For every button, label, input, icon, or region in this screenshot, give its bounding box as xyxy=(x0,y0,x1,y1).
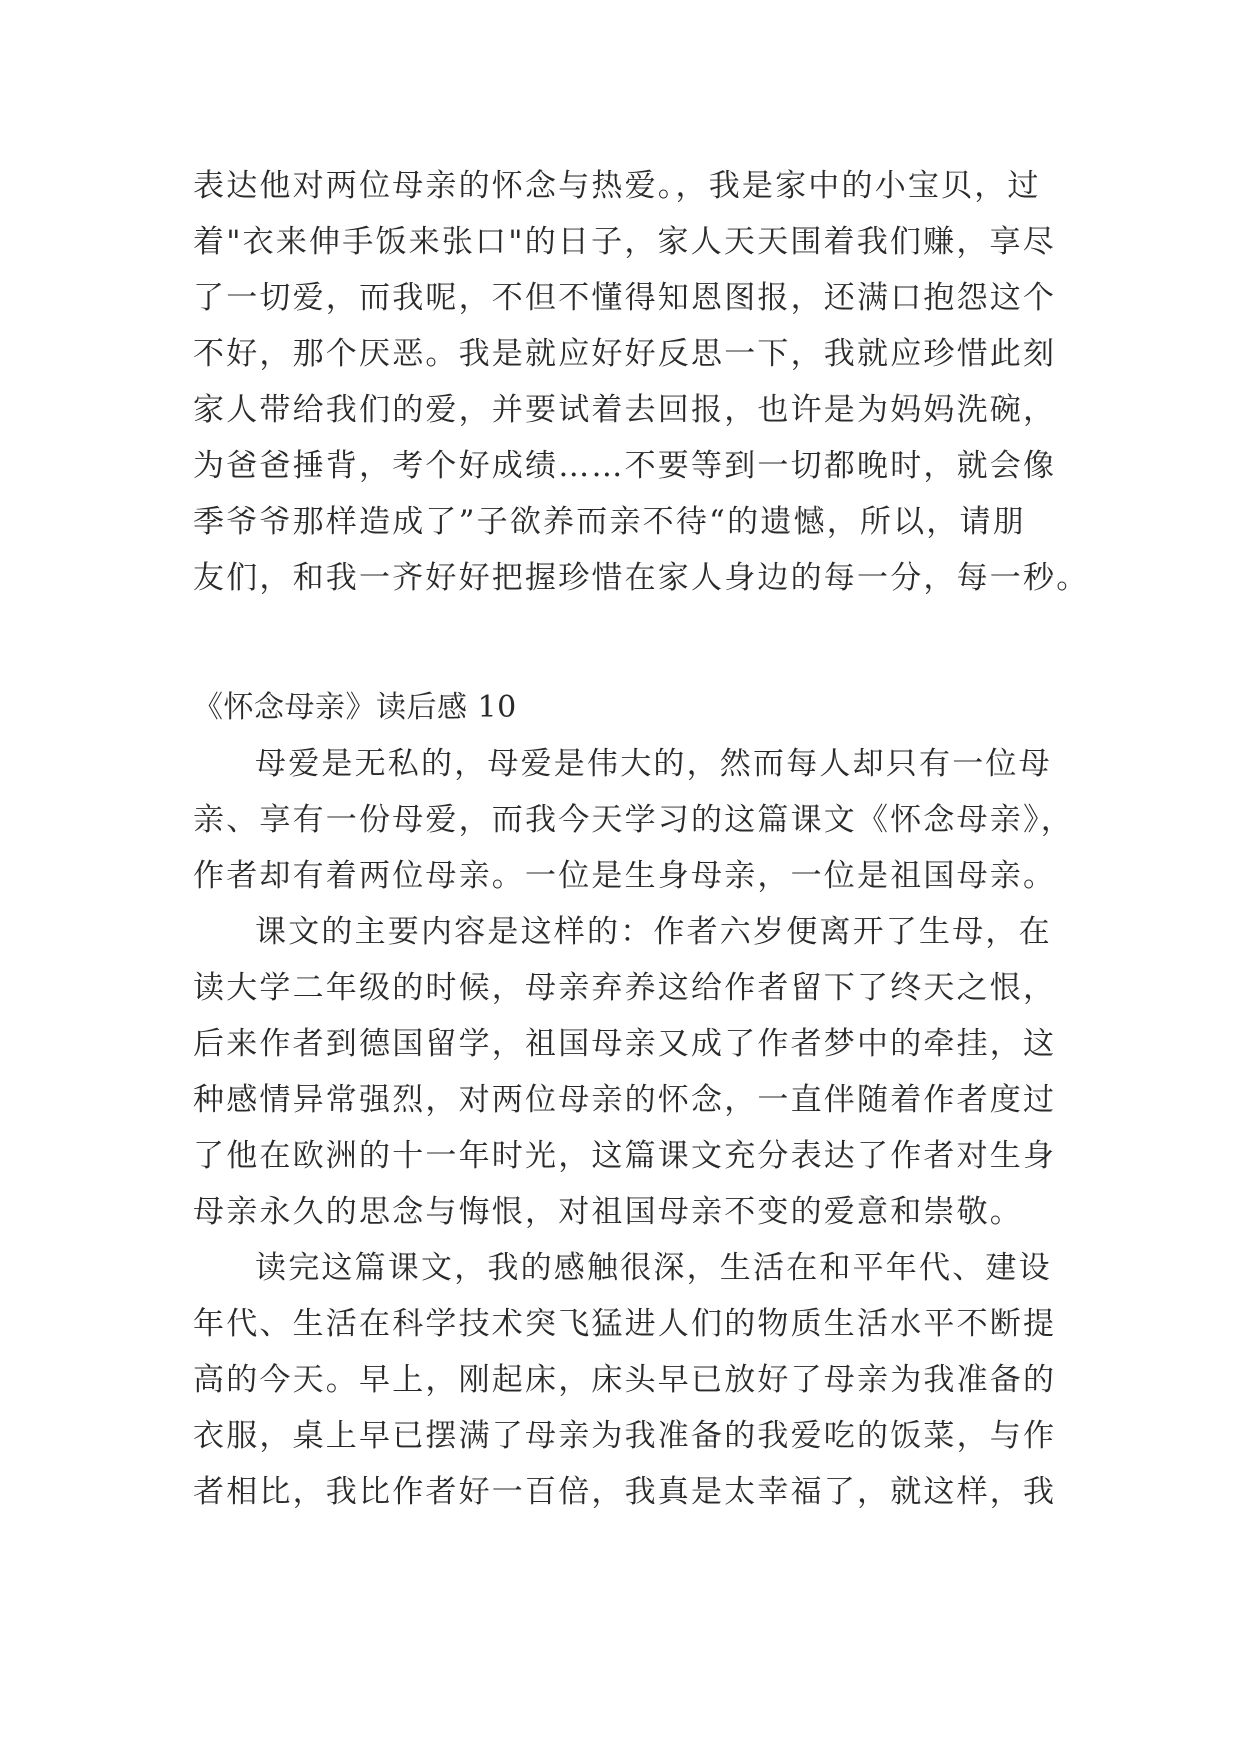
paragraph-line: 了一切爱，而我呢，不但不懂得知恩图报，还满口抱怨这个 xyxy=(193,280,1057,316)
paragraph-line: 季爷爷那样造成了”子欲养而亲不待“的遗憾，所以，请朋 xyxy=(193,504,1026,540)
paragraph-line: 读大学二年级的时候，母亲弃养这给作者留下了终天之恨， xyxy=(193,970,1057,1006)
section-heading: 《怀念母亲》读后感 10 xyxy=(193,690,517,725)
paragraph-line: 了他在欧洲的十一年时光，这篇课文充分表达了作者对生身 xyxy=(193,1138,1057,1174)
paragraph-line: 表达他对两位母亲的怀念与热爱。，我是家中的小宝贝，过 xyxy=(193,168,1041,204)
paragraph-line: 高的今天。早上，刚起床，床头早已放好了母亲为我准备的 xyxy=(193,1362,1057,1398)
paragraph-line: 作者却有着两位母亲。一位是生身母亲，一位是祖国母亲。 xyxy=(193,858,1057,894)
paragraph-line: 母亲永久的思念与悔恨，对祖国母亲不变的爱意和崇敬。 xyxy=(193,1194,1023,1230)
paragraph-line: 母爱是无私的，母爱是伟大的，然而每人却只有一位母 xyxy=(255,746,1052,782)
paragraph-line: 友们，和我一齐好好把握珍惜在家人身边的每一分，每一秒。 xyxy=(193,560,1090,596)
paragraph-line: 着"衣来伸手饭来张口"的日子，家人天天围着我们赚，享尽 xyxy=(193,224,1056,260)
paragraph-line: 读完这篇课文，我的感触很深，生活在和平年代、建设 xyxy=(255,1250,1052,1286)
paragraph-line: 者相比，我比作者好一百倍，我真是太幸福了，就这样，我 xyxy=(193,1474,1057,1510)
paragraph-line: 后来作者到德国留学，祖国母亲又成了作者梦中的牵挂，这 xyxy=(193,1026,1057,1062)
paragraph-line: 为爸爸捶背，考个好成绩……不要等到一切都晚时，就会像 xyxy=(193,448,1057,484)
paragraph-line: 亲、享有一份母爱，而我今天学习的这篇课文《怀念母亲》， xyxy=(193,802,1074,838)
paragraph-line: 课文的主要内容是这样的：作者六岁便离开了生母，在 xyxy=(255,914,1052,950)
paragraph-line: 衣服，桌上早已摆满了母亲为我准备的我爱吃的饭菜，与作 xyxy=(193,1418,1057,1454)
paragraph-line: 家人带给我们的爱，并要试着去回报，也许是为妈妈洗碗， xyxy=(193,392,1057,428)
paragraph-line: 种感情异常强烈，对两位母亲的怀念，一直伴随着作者度过 xyxy=(193,1082,1057,1118)
paragraph-line: 年代、生活在科学技术突飞猛进人们的物质生活水平不断提 xyxy=(193,1306,1057,1342)
paragraph-line: 不好，那个厌恶。我是就应好好反思一下，我就应珍惜此刻 xyxy=(193,336,1057,372)
